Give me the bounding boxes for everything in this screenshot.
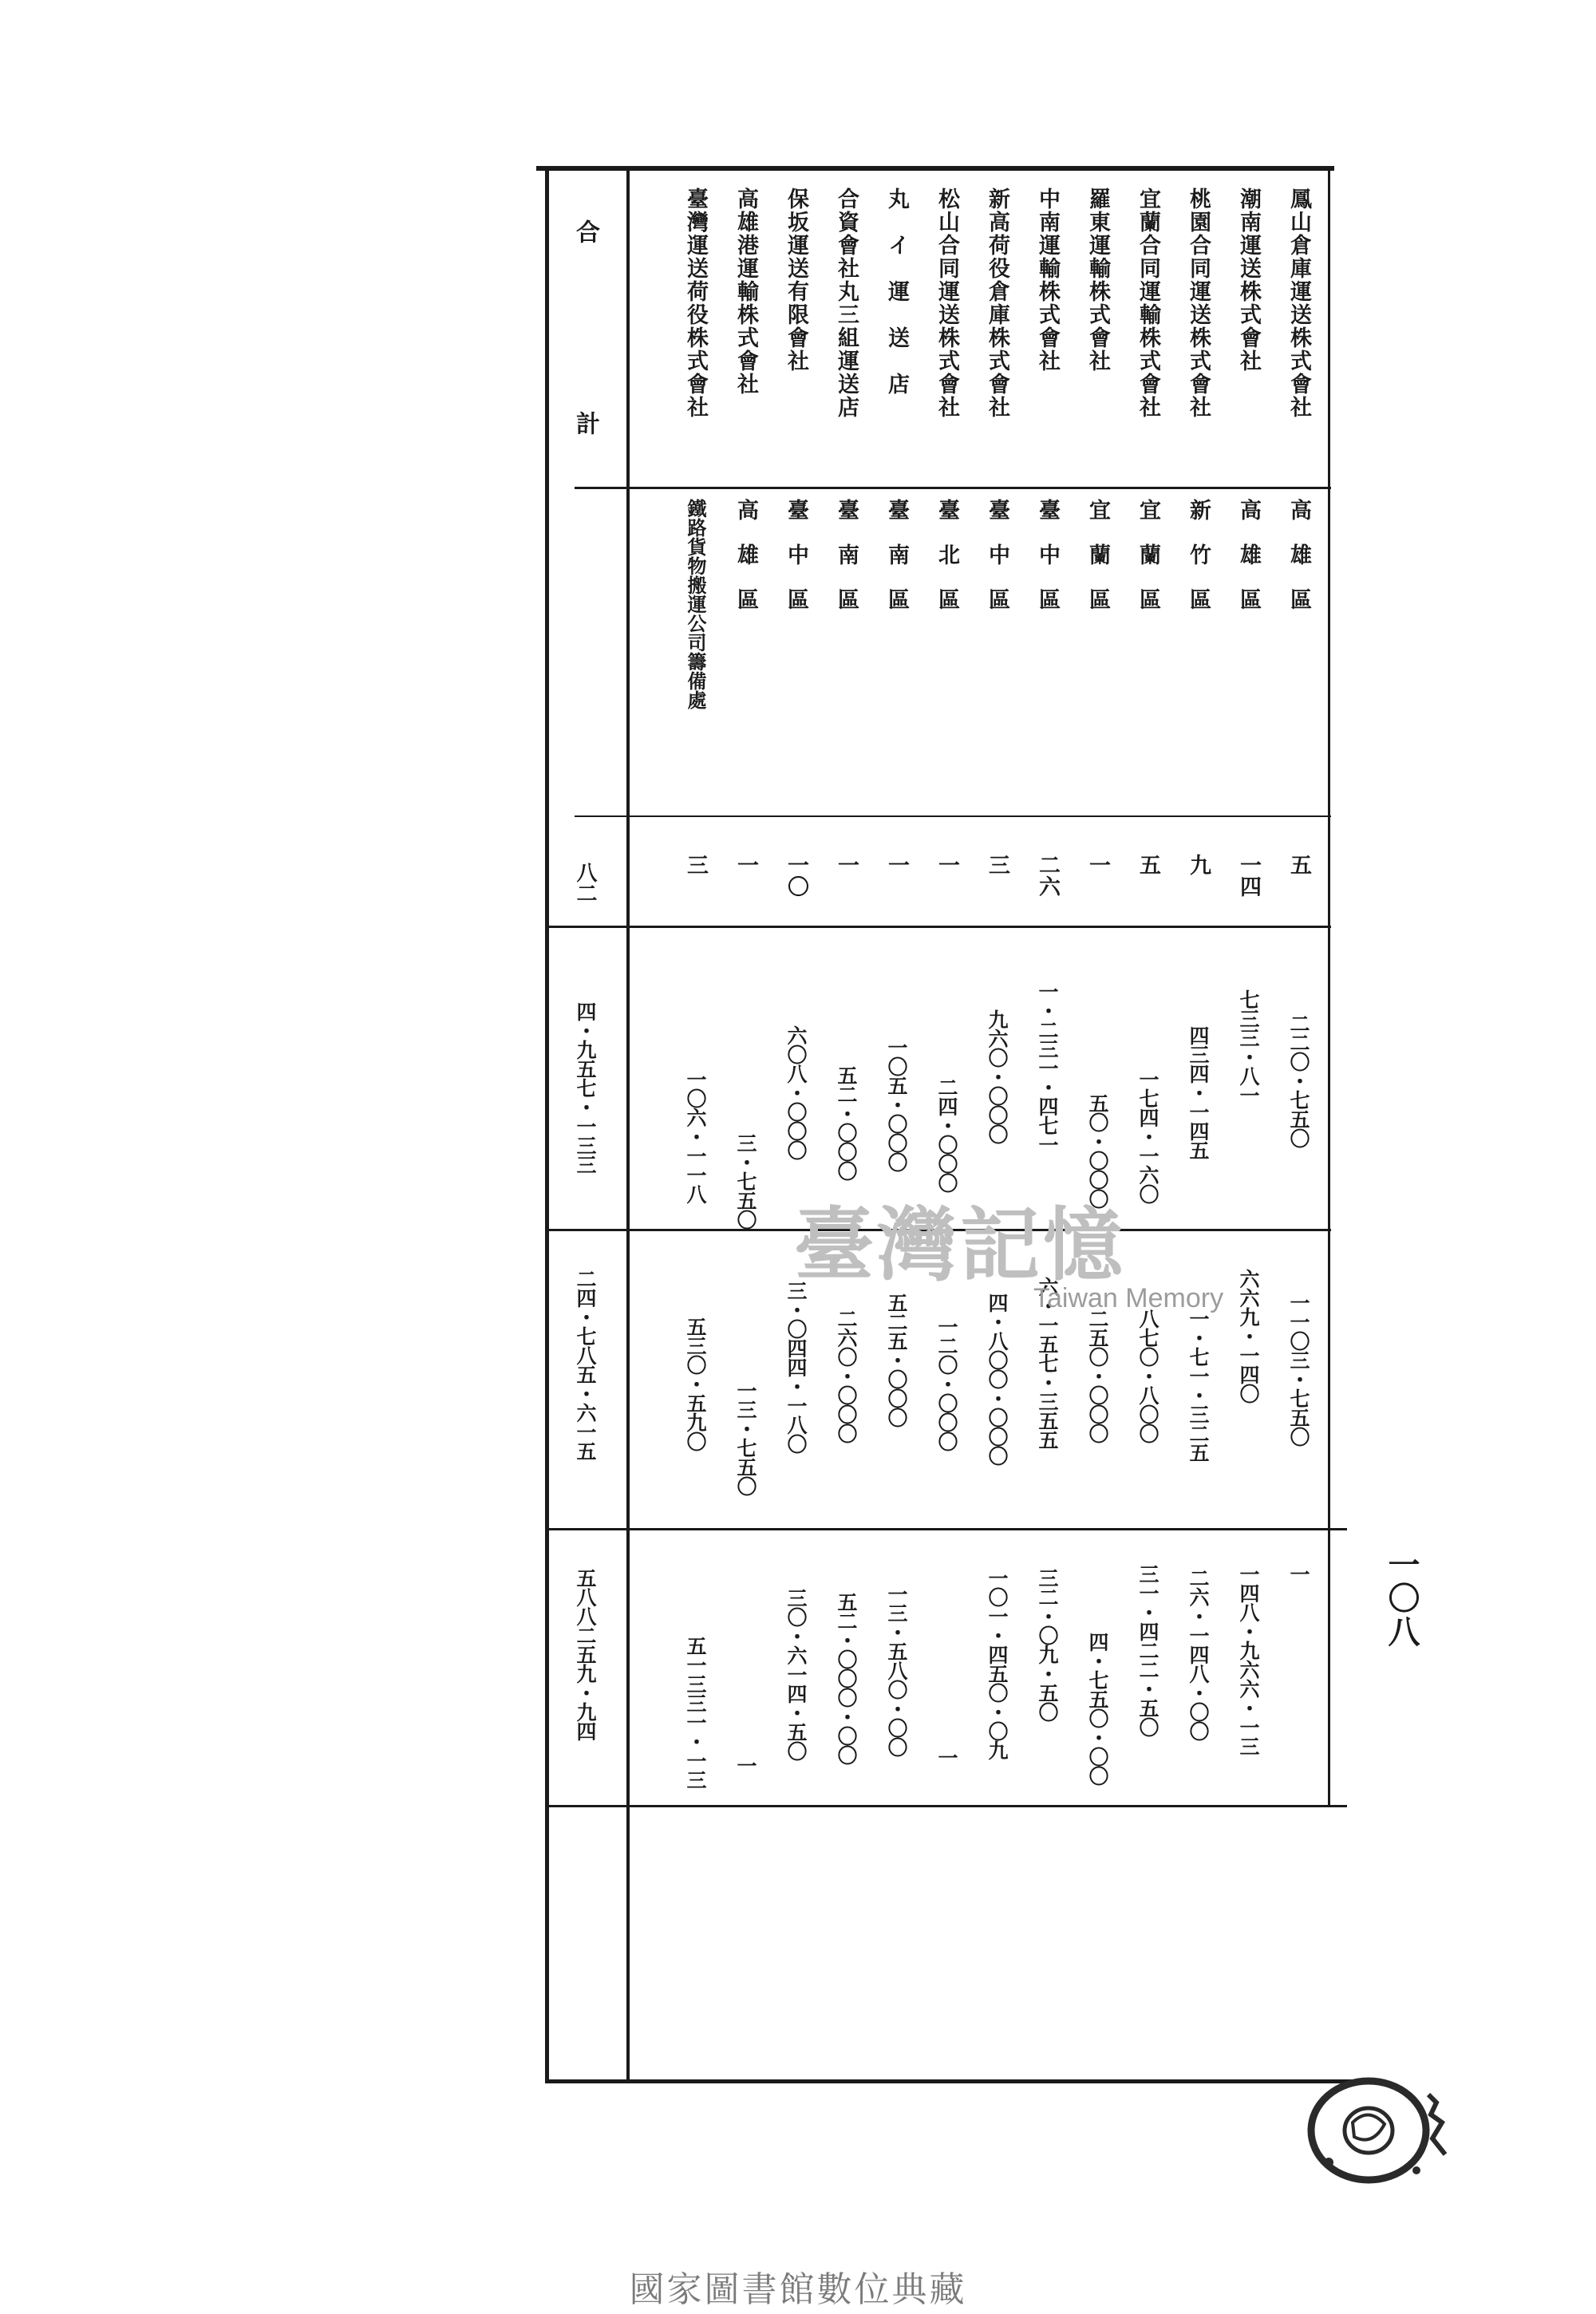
value-c3: 一三・五八〇・〇〇 [885,1584,908,1756]
company-region: 臺 中 區 [985,499,1009,610]
value-c2: 六・一五七・三五五 [1036,1277,1059,1449]
total-c2: 二四・七八五・六一五 [574,1269,597,1460]
value-c2: 二五〇・〇〇〇 [1086,1309,1109,1443]
value-c3: 一 [1287,1564,1310,1583]
value-c1: 一〇六・一一八 [684,1069,707,1203]
value-c3: 一四八・九六六・一三 [1237,1564,1260,1755]
value-c3: 一 [935,1747,958,1767]
value-c2: 一三・七五〇 [734,1380,757,1495]
value-c2: 三・〇四四・一八〇 [784,1281,808,1453]
value-c1: 九六〇・〇〇〇 [986,1009,1009,1143]
name-region-divider [575,487,1331,489]
value-c2: 二六〇・〇〇〇 [835,1309,858,1443]
watermark [794,1181,1223,1314]
watermark-english: Taiwan Memory [1033,1283,1224,1313]
company-name: 保坂運送有限會社 [784,188,808,373]
value-c2: 一一〇三・七五〇 [1287,1293,1310,1446]
company-region: 臺 南 區 [834,499,859,610]
company-name: 桃園合同運送株式會社 [1186,188,1211,419]
value-c2: 一・七一・三二五 [1187,1309,1210,1462]
company-name: 臺灣運送荷役株式會社 [683,188,708,419]
company-region: 臺 南 區 [884,499,909,610]
value-c3: 二六・一四八・〇〇 [1187,1568,1210,1740]
company-name: 高雄港運輸株式會社 [733,188,758,396]
vehicle-count: 一 [834,854,859,875]
vehicle-count: 九 [1186,854,1211,875]
value-c1: 六〇八・〇〇〇 [784,1025,808,1159]
vehicle-count: 一 [1085,854,1110,875]
vehicle-count: 三 [985,854,1009,875]
bottom-border [545,2079,1379,2083]
watermark-chinese: 臺灣記憶 [794,1198,1126,1292]
value-c2: 五三〇・五九〇 [684,1317,707,1451]
value-c2: 一二〇・〇〇〇 [935,1317,958,1451]
total-c3: 五八八二五九・九四 [574,1568,597,1740]
value-c2: 六六九・一四〇 [1237,1269,1260,1403]
value-c3: 三一・四二二・五〇 [1136,1564,1159,1736]
value-c1: 四三四・一四五 [1187,1025,1210,1159]
vehicle-count: 一 [884,854,909,875]
company-region: 宜 蘭 區 [1136,499,1160,610]
vehicle-count: 一 [934,854,959,875]
value-c1: 一〇五・〇〇〇 [885,1037,908,1171]
value-c3: 五二・〇〇〇・〇〇 [835,1592,858,1764]
count-c1-divider [549,926,1331,928]
library-seal-icon [1297,2067,1472,2194]
company-name: 宜蘭合同運輸株式會社 [1136,188,1160,419]
value-c3: 一 [734,1755,757,1775]
value-c1: 五二・〇〇〇 [835,1065,858,1180]
company-name: 中南運輸株式會社 [1035,188,1060,373]
company-name: 羅東運輸株式會社 [1085,188,1110,373]
company-region: 高 雄 區 [1286,499,1311,610]
value-c3: 四・七五〇・〇〇 [1086,1632,1109,1785]
value-c1: 五〇・〇〇〇 [1086,1093,1109,1208]
page-number: 一〇八 [1383,1548,1420,1649]
company-name: 合資會社丸三組運送店 [834,188,859,419]
company-name: 鳳山倉庫運送株式會社 [1286,188,1311,419]
company-region: 高 雄 區 [1236,499,1261,610]
company-region: 臺 中 區 [784,499,808,610]
total-label-bottom: 計 [571,411,599,435]
top-border [536,166,1334,171]
company-name: 松山合同運送株式會社 [934,188,959,419]
vehicle-count: 三 [683,854,708,875]
value-c1: 二二〇・七五〇 [1287,1013,1310,1147]
vehicle-count: 一 [733,854,758,875]
value-c3: 一〇一・四五〇・〇九 [986,1568,1009,1759]
value-c1: 一・二三一・四七一 [1036,981,1059,1154]
value-c2: 八七〇・八〇〇 [1136,1309,1159,1443]
label-column-divider [626,169,630,2081]
company-name: 潮南運送株式會社 [1236,188,1261,373]
company-name: 丸 イ 運 送 店 [884,188,909,396]
value-c1: 一七四・一六〇 [1136,1069,1159,1203]
value-c2: 五二五・〇〇〇 [885,1293,908,1427]
region-count-divider [575,815,1331,817]
company-region: 臺 北 區 [934,499,959,610]
vehicle-count: 一〇 [784,854,808,897]
value-c3: 三二・〇九・五〇 [1036,1568,1059,1721]
company-region: 高 雄 區 [733,499,758,610]
c2-c3-divider [549,1528,1347,1530]
company-region: 新 竹 區 [1186,499,1211,610]
total-c1: 四・九五七・一三三 [574,1001,597,1174]
vehicle-count: 一四 [1236,854,1261,897]
left-border [545,169,549,2083]
company-region: 臺 中 區 [1035,499,1060,610]
company-region: 宜 蘭 區 [1085,499,1110,610]
value-c1: 二四・〇〇〇 [935,1077,958,1192]
vehicle-count: 五 [1286,854,1311,875]
c3-bottom-rule [549,1805,1347,1807]
total-count: 八二 [573,862,597,903]
company-region: 鐵路貨物搬運公司籌備處 [684,499,707,709]
vehicle-count: 二六 [1035,854,1060,897]
footer-credit: 國家圖書館數位典藏 [629,2269,967,2310]
value-c3: 五一三三一・一三 [684,1636,707,1789]
value-c1: 三・七五〇 [734,1133,757,1229]
vehicle-count: 五 [1136,854,1160,875]
total-label-top: 合 [571,219,599,243]
value-c3: 三〇・六一四・五〇 [784,1588,808,1760]
value-c1: 七三三・八一 [1237,989,1260,1104]
right-rule [1328,169,1330,1805]
company-name: 新高荷役倉庫株式會社 [985,188,1009,419]
value-c2: 四・八〇〇・〇〇〇 [986,1293,1009,1465]
